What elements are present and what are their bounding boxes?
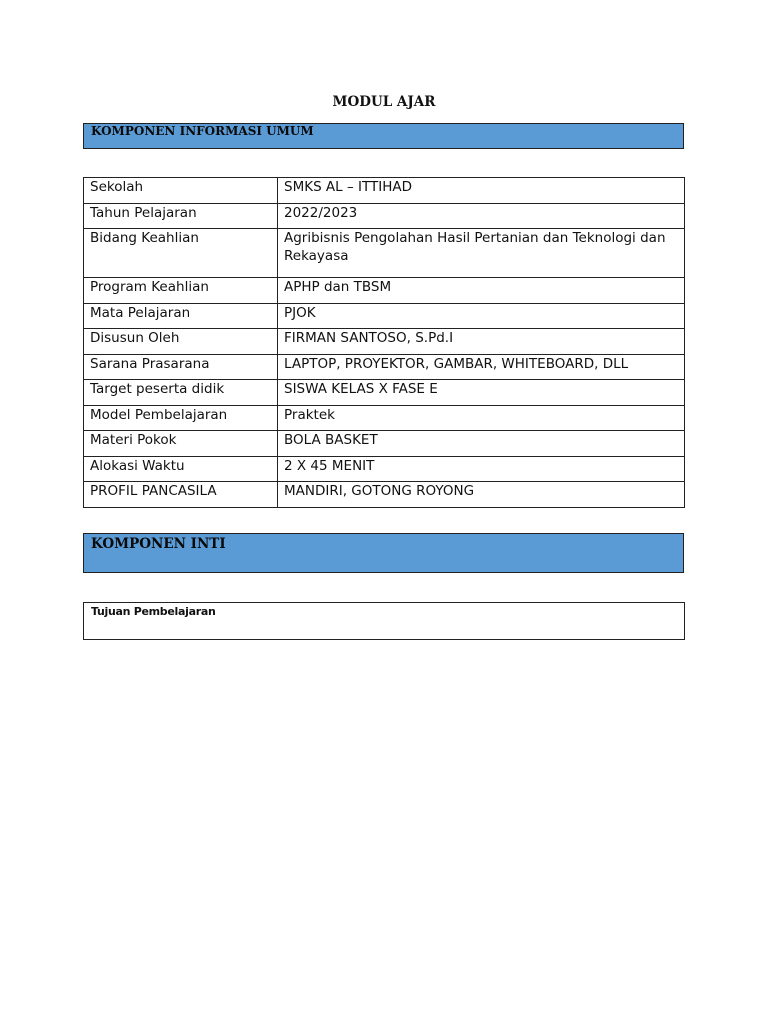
- table-row: [84, 303, 685, 329]
- row-value: SISWA KELAS X FASE E: [278, 380, 685, 406]
- info-table: [83, 177, 685, 508]
- row-value: 2022/2023: [278, 203, 685, 229]
- row-label: Disusun Oleh: [84, 329, 278, 355]
- row-value: MANDIRI, GOTONG ROYONG: [278, 482, 685, 508]
- row-value: LAPTOP, PROYEKTOR, GAMBAR, WHITEBOARD, DLL: [278, 354, 685, 380]
- table-row: [84, 431, 685, 457]
- row-label: Mata Pelajaran: [84, 303, 278, 329]
- table-row: [84, 203, 685, 229]
- row-label: Target peserta didik: [84, 380, 278, 406]
- row-label: Model Pembelajaran: [84, 405, 278, 431]
- row-value: BOLA BASKET: [278, 431, 685, 457]
- table-row: [84, 229, 685, 278]
- learning-objectives-label: Tujuan Pembelajaran: [91, 605, 216, 618]
- row-label: PROFIL PANCASILA: [84, 482, 278, 508]
- section-header-core: KOMPONEN INTI: [83, 533, 684, 573]
- row-value: PJOK: [278, 303, 685, 329]
- row-value: FIRMAN SANTOSO, S.Pd.I: [278, 329, 685, 355]
- table-row: [84, 329, 685, 355]
- table-row: [84, 482, 685, 508]
- row-value: Praktek: [278, 405, 685, 431]
- section-header-general-info: KOMPONEN INFORMASI UMUM: [83, 123, 684, 149]
- page-title: MODUL AJAR: [332, 94, 436, 110]
- row-value: SMKS AL – ITTIHAD: [278, 178, 685, 204]
- table-row: [84, 405, 685, 431]
- table-row: [84, 380, 685, 406]
- row-label: Bidang Keahlian: [84, 229, 278, 278]
- row-label: Alokasi Waktu: [84, 456, 278, 482]
- table-row: [84, 354, 685, 380]
- learning-objectives-box: [83, 602, 685, 640]
- row-label: Program Keahlian: [84, 278, 278, 304]
- table-row: [84, 278, 685, 304]
- row-value: Agribisnis Pengolahan Hasil Pertanian dan Teknologi dan Rekayasa: [278, 229, 685, 278]
- table-row: [84, 178, 685, 204]
- row-label: Sekolah: [84, 178, 278, 204]
- row-value: APHP dan TBSM: [278, 278, 685, 304]
- row-value: 2 X 45 MENIT: [278, 456, 685, 482]
- row-label: Tahun Pelajaran: [84, 203, 278, 229]
- row-label: Sarana Prasarana: [84, 354, 278, 380]
- table-row: [84, 456, 685, 482]
- row-label: Materi Pokok: [84, 431, 278, 457]
